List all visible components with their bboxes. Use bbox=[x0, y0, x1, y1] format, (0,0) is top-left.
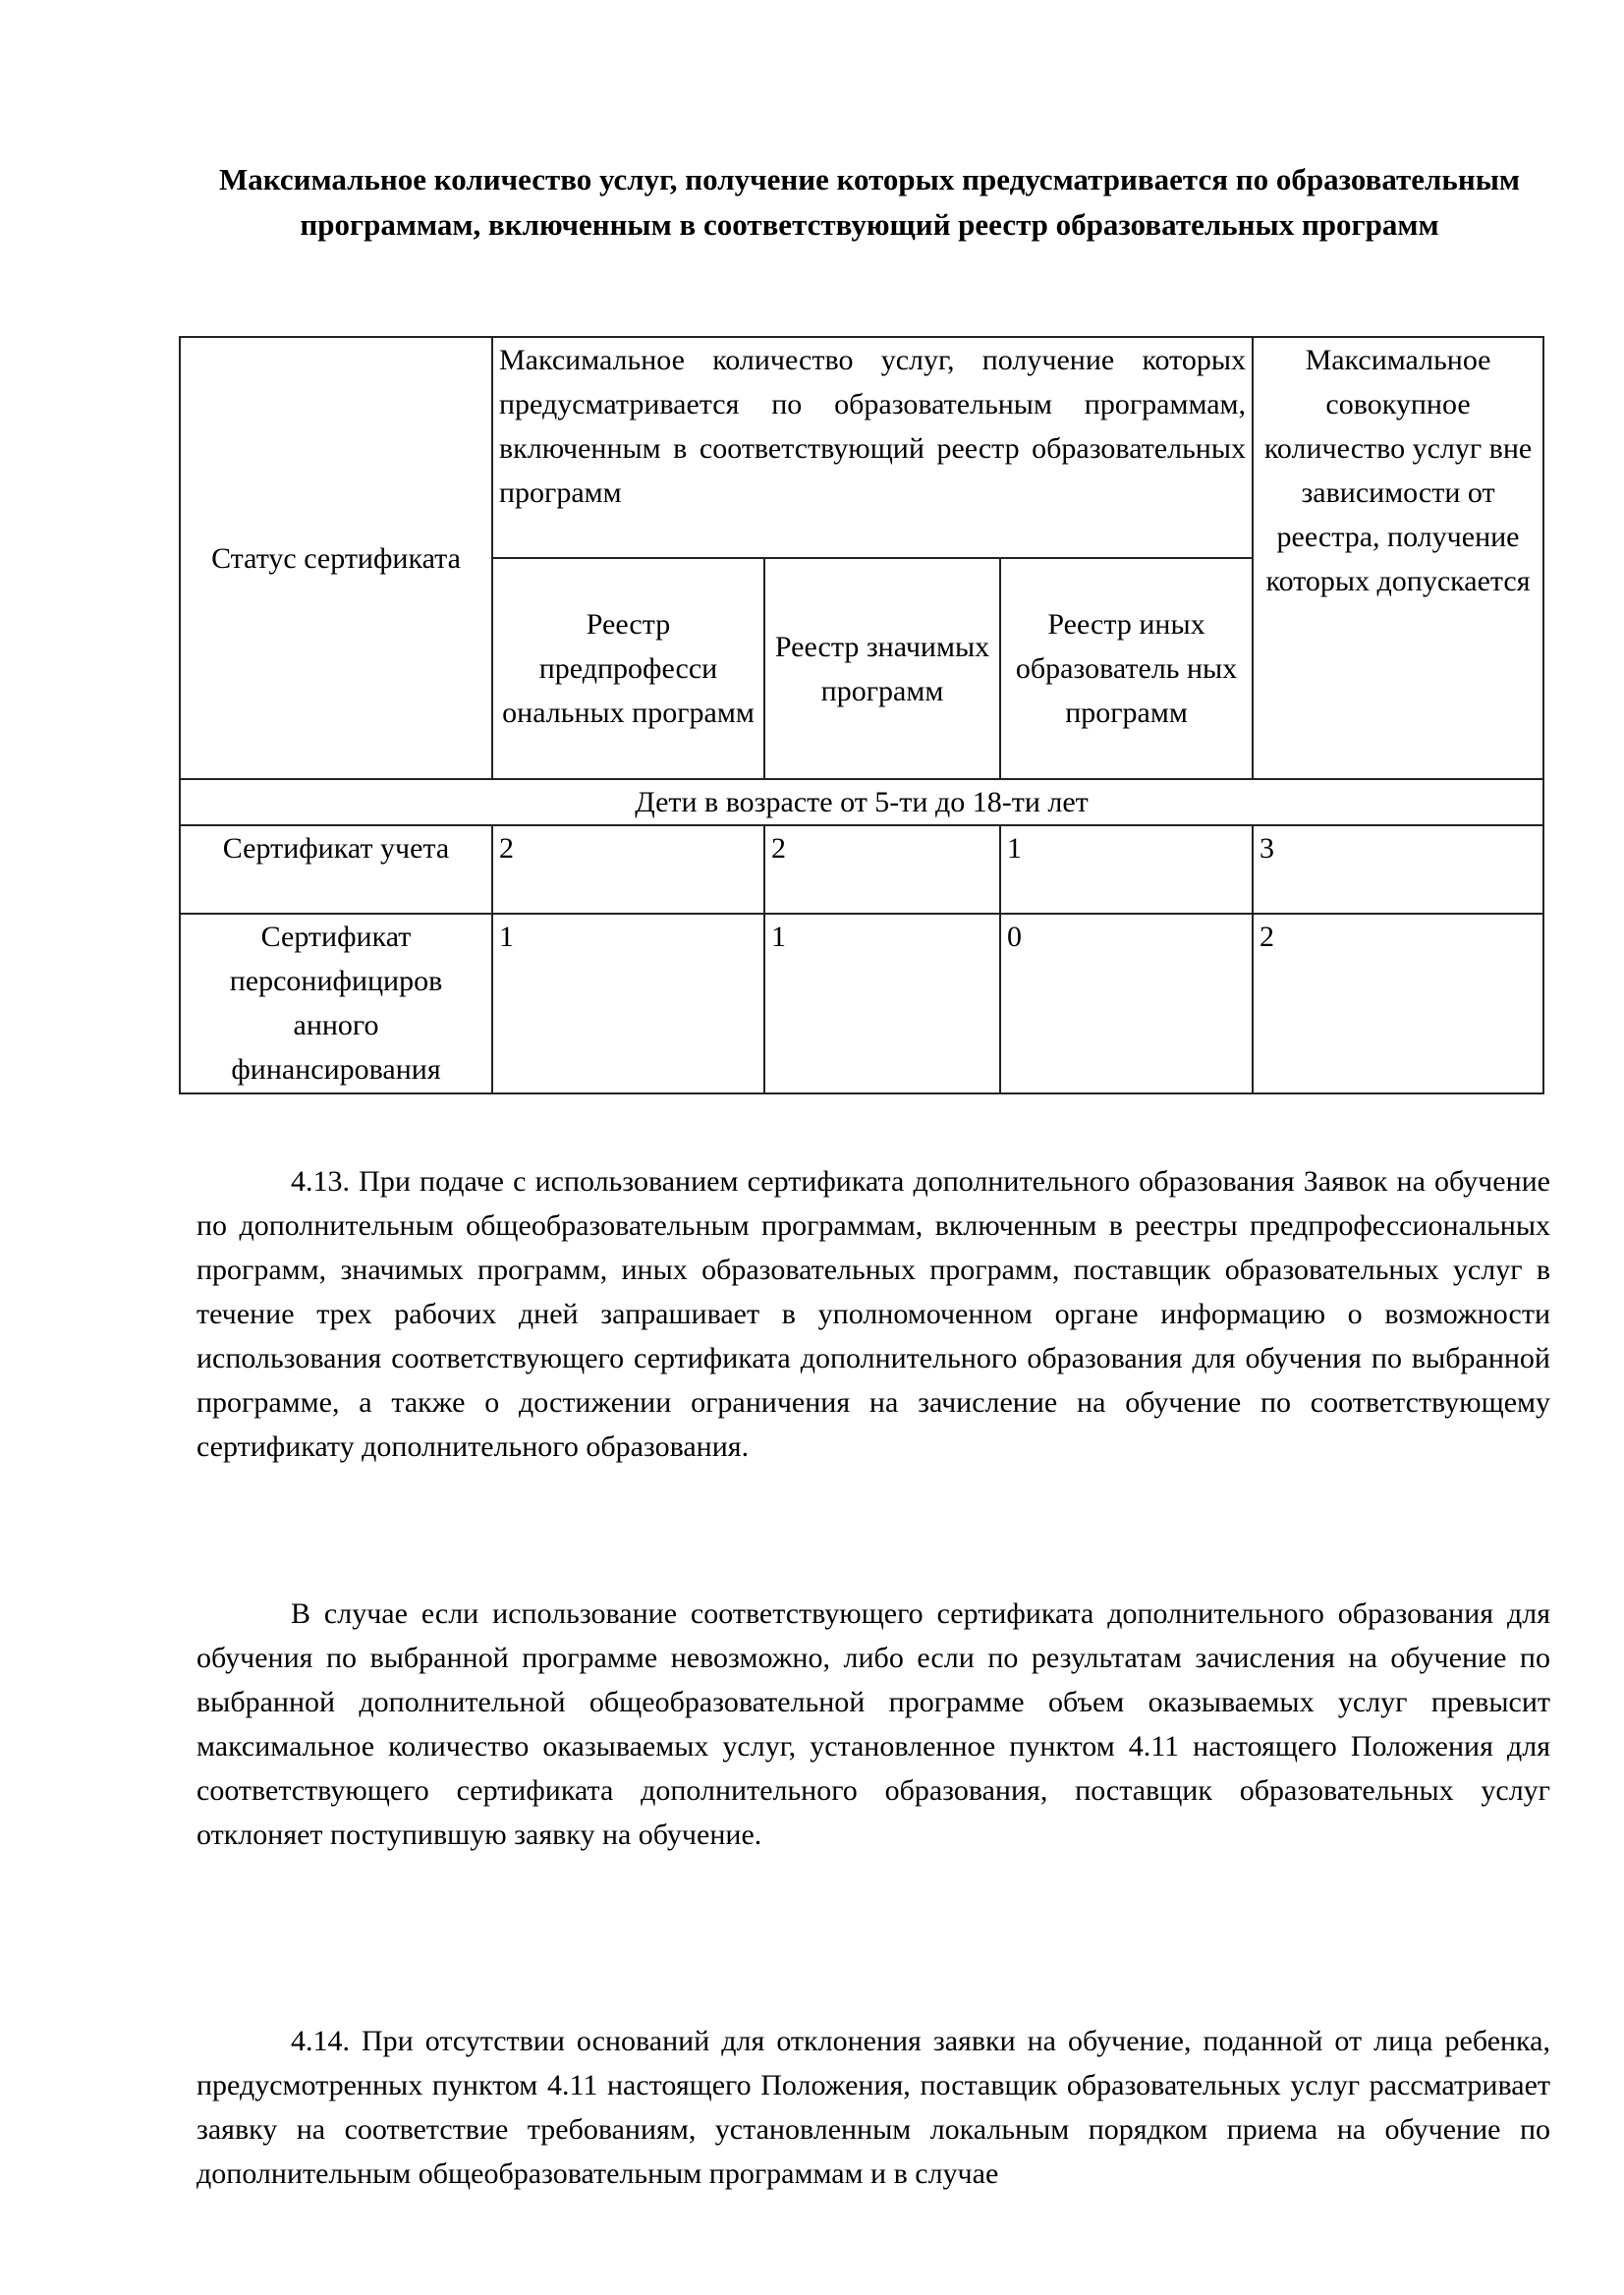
paragraph-4-14 bbox=[196, 2019, 1550, 2196]
header-group: Максимальное количество услуг, получение которых предусматривается по образовательным программам, включенным в соответствующий реестр образовательных программ bbox=[492, 337, 1253, 558]
cell-total: 2 bbox=[1253, 914, 1543, 1093]
header-registry-other: Реестр иных образователь ных программ bbox=[1000, 558, 1253, 779]
cell-significant: 1 bbox=[764, 914, 1000, 1093]
document-title: Максимальное количество услуг, получение которых предусматривается по образовательным программам, включенным в соответствующий реестр образовательных программ bbox=[218, 162, 1521, 242]
cell-preprof: 1 bbox=[492, 914, 764, 1093]
paragraph-text: 4.13. При подаче с использованием сертификата дополнительного образования Заявок на обучение по дополнительным общеобразовательным программам, включенным в реестры предпрофессиональных программ, значимых программ, иных образовательных программ, поставщик образовательных услуг в течение трех рабочих дней запрашивает в уполномоченном органе информацию о возможности использования соответствующего сертификата дополнительного образования для обучения по выбранной программе, а также о достижении ограничения на зачисление на обучение по соответствующему сертификату дополнительного образования. bbox=[196, 1165, 1550, 1463]
cell-other: 0 bbox=[1000, 914, 1253, 1093]
header-registry-significant: Реестр значимых программ bbox=[764, 558, 1000, 779]
row-status: Сертификат персонифициров анного финансирования bbox=[180, 914, 492, 1093]
paragraph-text: 4.14. При отсутствии оснований для отклонения заявки на обучение, поданной от лица ребенка, предусмотренных пунктом 4.11 настоящего Положения, поставщик образовательных услуг рассматривает заявку на соответствие требованиям, установленным локальным порядком приема на обучение по дополнительным общеобразовательным программам и в случае bbox=[196, 2025, 1550, 2190]
table-row bbox=[180, 914, 1543, 1093]
header-registry-preprof: Реестр предпрофесси ональных программ bbox=[492, 558, 764, 779]
cell-preprof: 2 bbox=[492, 825, 764, 914]
paragraph-text: В случае если использование соответствующего сертификата дополнительного образования для обучения по выбранной программе невозможно, либо если по результатам зачисления на обучение по выбранной дополнительной общеобразовательной программе объем оказываемых услуг превысит максимальное количество оказываемых услуг, установленное пунктом 4.11 настоящего Положения для соответствующего сертификата дополнительного образования, поставщик образовательных услуг отклоняет поступившую заявку на обучение. bbox=[196, 1597, 1550, 1851]
paragraph-rejection bbox=[196, 1592, 1550, 1857]
age-group-row: Дети в возрасте от 5-ти до 18-ти лет bbox=[180, 779, 1543, 825]
cell-other: 1 bbox=[1000, 825, 1253, 914]
services-limit-table bbox=[179, 336, 1544, 1094]
header-total: Максимальное совокупное количество услуг вне зависимости от реестра, получение которых допускается bbox=[1253, 337, 1543, 779]
table-row bbox=[180, 825, 1543, 914]
paragraph-4-13 bbox=[196, 1159, 1550, 1469]
cell-total: 3 bbox=[1253, 825, 1543, 914]
header-status: Статус сертификата bbox=[180, 337, 492, 779]
row-status: Сертификат учета bbox=[180, 825, 492, 914]
cell-significant: 2 bbox=[764, 825, 1000, 914]
